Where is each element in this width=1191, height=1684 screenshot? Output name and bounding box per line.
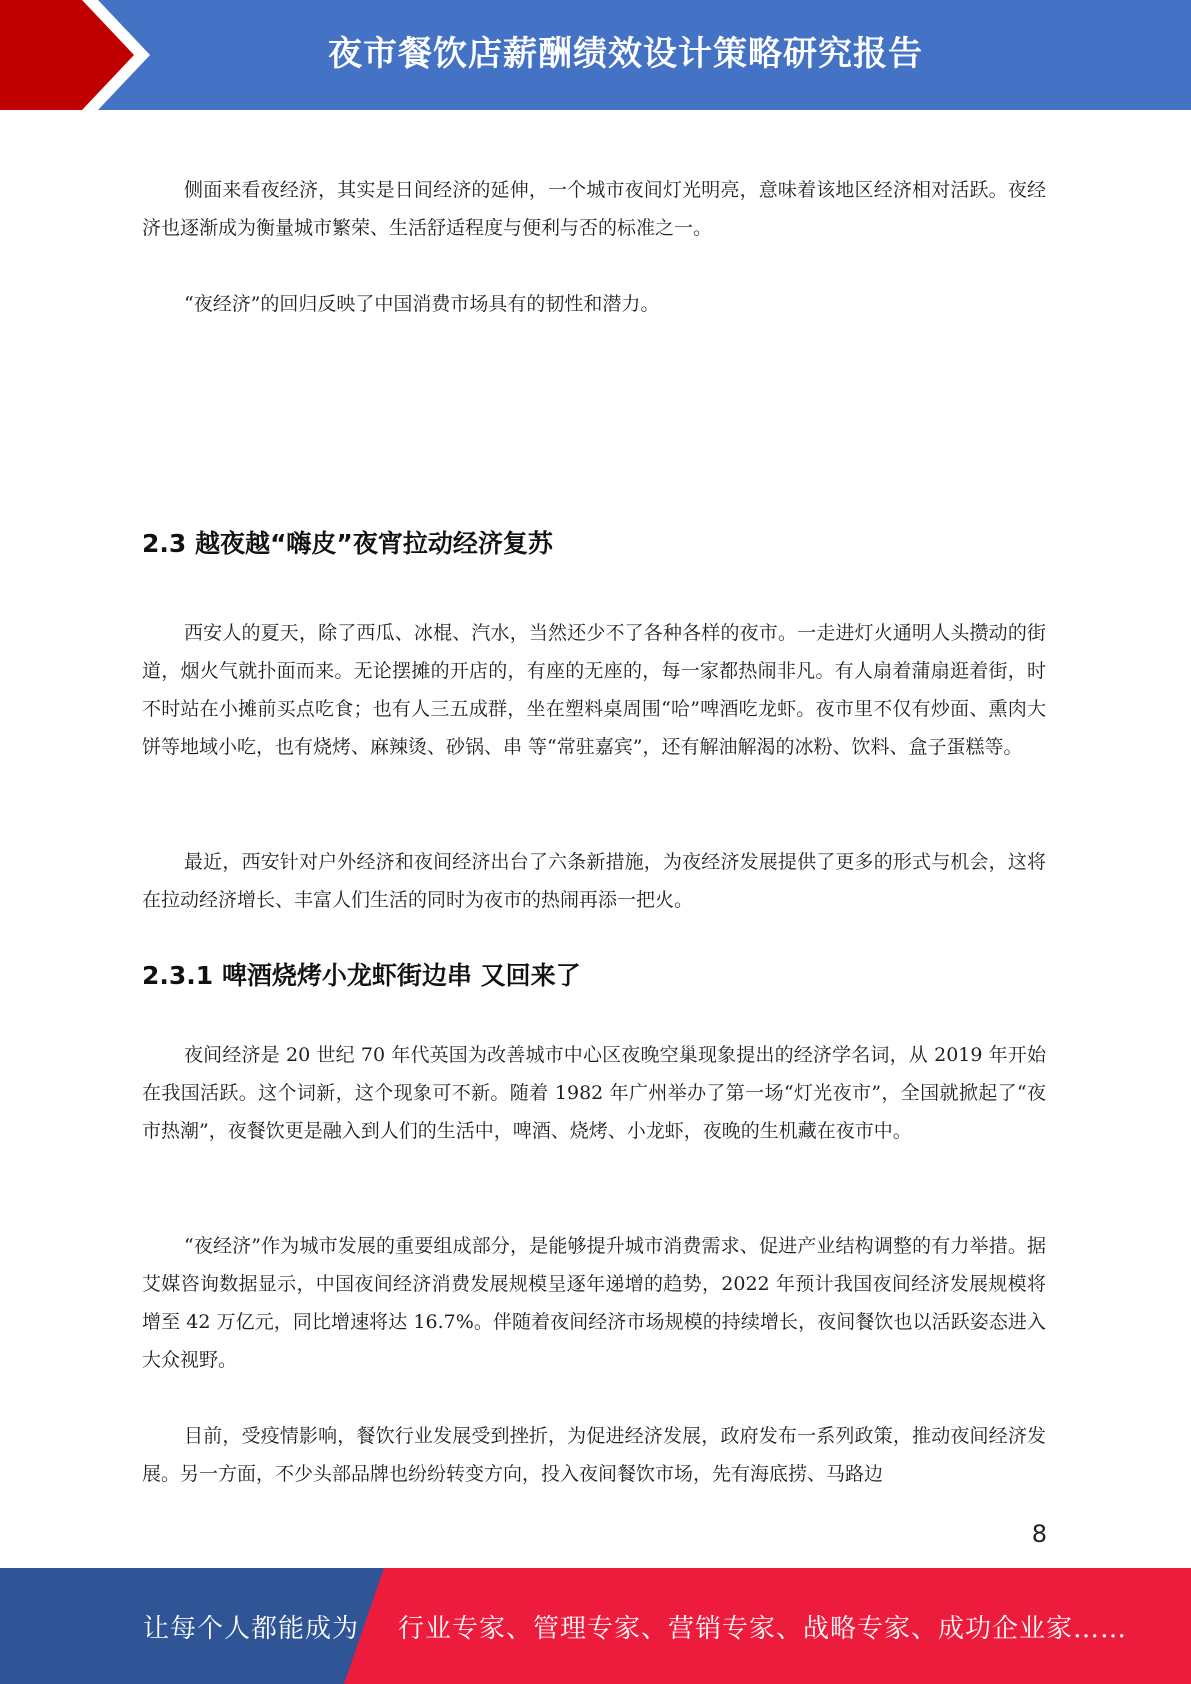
body-paragraph: 西安人的夏天，除了西瓜、冰棍、汽水，当然还少不了各种各样的夜市。一走进灯火通明人头攒动的街道，烟火气就扑面而来。无论摆摊的开店的，有座的无座的，每一家都热闹非凡。有人扇着蒲扇逛着街，时不时站在小摊前买点吃食；也有人三五成群，坐在塑料桌周围“哈”啤酒吃龙虾。夜市里不仅有炒面、熏肉大饼等地域小吃，也有烧烤、麻辣烫、砂锅、串 等“常驻嘉宾”，还有解油解渴的冰粉、饮料、盒子蛋糕等。	[142, 622, 1046, 758]
paragraph-block-5	[142, 1036, 1046, 1150]
body-paragraph: “夜经济”的回归反映了中国消费市场具有的韧性和潜力。	[184, 293, 660, 315]
page-header	[0, 0, 1191, 110]
paragraph-block-2	[142, 285, 1046, 323]
paragraph-block-7	[142, 1417, 1046, 1493]
body-paragraph: “夜经济”作为城市发展的重要组成部分，是能够提升城市消费需求、促进产业结构调整的有力举措。据艾媒咨询数据显示，中国夜间经济消费发展规模呈逐年递增的趋势，2022 年预计我国夜间经济发展规模将增至 42 万亿元，同比增速将达 16.7%。伴随着夜间经济市场规模的持续增长，夜间餐饮也以活跃姿态进入大众视野。	[142, 1235, 1046, 1371]
body-paragraph: 夜间经济是 20 世纪 70 年代英国为改善城市中心区夜晚空巢现象提出的经济学名词，从 2019 年开始在我国活跃。这个词新，这个现象可不新。随着 1982 年广州举办了第一场“灯光夜市”，全国就掀起了“夜市热潮”，夜餐饮更是融入到人们的生活中，啤酒、烧烤、小龙虾，夜晚的生机藏在夜市中。	[142, 1044, 1046, 1142]
body-paragraph: 目前，受疫情影响，餐饮行业发展受到挫折，为促进经济发展，政府发布一系列政策，推动夜间经济发展。另一方面，不少头部品牌也纷纷转变方向，投入夜间餐饮市场，先有海底捞、马路边	[142, 1425, 1046, 1485]
body-paragraph: 侧面来看夜经济，其实是日间经济的延伸，一个城市夜间灯光明亮，意味着该地区经济相对活跃。夜经济也逐渐成为衡量城市繁荣、生活舒适程度与便利与否的标准之一。	[142, 179, 1046, 239]
paragraph-block-1	[142, 171, 1046, 247]
page-number: 8	[1031, 1520, 1047, 1548]
body-paragraph: 最近，西安针对户外经济和夜间经济出台了六条新措施，为夜经济发展提供了更多的形式与机会，这将在拉动经济增长、丰富人们生活的同时为夜市的热闹再添一把火。	[142, 851, 1046, 911]
section-heading-2-3: 2.3 越夜越“嗨皮”夜宵拉动经济复苏	[142, 529, 553, 558]
paragraph-block-4	[142, 843, 1046, 919]
footer-slogan-left: 让每个人都能成为	[143, 1614, 360, 1644]
paragraph-block-3	[142, 614, 1046, 766]
report-title: 夜市餐饮店薪酬绩效设计策略研究报告	[328, 34, 923, 74]
paragraph-block-6	[142, 1227, 1046, 1379]
footer-slogan-right: 行业专家、管理专家、营销专家、战略专家、成功企业家……	[398, 1614, 1128, 1644]
page-footer	[0, 1568, 1191, 1684]
section-heading-2-3-1: 2.3.1 啤酒烧烤小龙虾街边串 又回来了	[142, 961, 581, 990]
